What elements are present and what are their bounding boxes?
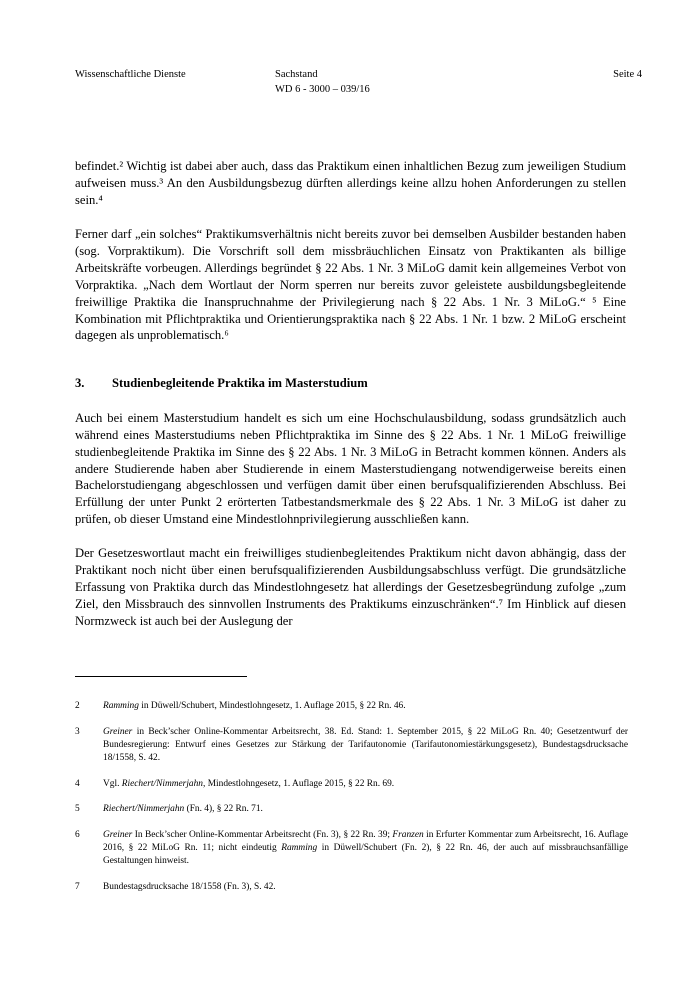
page-header — [75, 68, 642, 97]
header-page-number: Seite 4 — [613, 69, 642, 80]
paragraph: Auch bei einem Masterstudium handelt es sich um eine Hochschulausbildung, sodass grundsätzlich auch während eines Masterstudiums neben Pflichtpraktika im Sinne des § 22 Abs. 1 Nr. 1 MiLoG freiwillige studienbegleitende Praktika im Sinne des § 22 Abs. 1 Nr. 3 MiLoG in Betracht kommen können. Anders als andere Studierende haben aber Studierende in einem Masterstudiengang notwendigerweise bereits einen Bachelorstudiengang abgeschlossen und verfügen damit über einen berufsqualifizierenden Abschluss. Bei Erfüllung der unter Punkt 2 erörterten Tatbestandsmerkmale des § 22 Abs. 1 Nr. 3 MiLoG ist daher zu prüfen, ob dieser Umstand eine Mindestlohnprivilegierung ausschließen kann. — [75, 410, 626, 527]
footnote-item — [75, 726, 628, 765]
footnote-item — [75, 803, 628, 816]
footnote-text: Greiner In Beck’scher Online-Kommentar Arbeitsrecht (Fn. 3), § 22 Rn. 39; Franzen in Erfurter Kommentar zum Arbeitsrecht, 16. Auflage 2016, § 22 MiLoG Rn. 11; nicht eindeutig Ramming in Düwell/Schubert (Fn. 2), § 22 Rn. 46, der auch auf missbrauchsanfällige Gestaltungen hinweist. — [103, 830, 628, 866]
footnote-text: Ramming in Düwell/Schubert, Mindestlohngesetz, 1. Auflage 2015, § 22 Rn. 46. — [103, 701, 406, 711]
footnote-number: 6 — [75, 830, 80, 841]
section-title: Studienbegleitende Praktika im Masterstudium — [112, 376, 368, 391]
footnote-item — [75, 881, 628, 894]
header-reference-number: WD 6 - 3000 – 039/16 — [275, 84, 370, 96]
paragraph: befindet.² Wichtig ist dabei aber auch, dass das Praktikum einen inhaltlichen Bezug zum jeweiligen Studium aufweisen muss.³ An den Ausbildungsbezug dürften allerdings keine allzu hohen Anforderungen zu stellen sein.⁴ — [75, 159, 626, 207]
footnote-text: Riechert/Nimmerjahn (Fn. 4), § 22 Rn. 71. — [103, 804, 263, 815]
header-doctype-label: Sachstand — [275, 69, 318, 80]
section-number: 3. — [75, 376, 85, 391]
footnote-separator — [75, 676, 247, 677]
footnote-item — [75, 778, 628, 791]
footnote-text: Bundestagsdrucksache 18/1558 (Fn. 3), S. 42. — [103, 881, 276, 892]
footnote-number: 5 — [75, 804, 80, 815]
section-heading — [75, 375, 626, 391]
footnote-item — [75, 829, 628, 868]
document-body — [75, 158, 626, 630]
footnote-item — [75, 700, 628, 713]
footnote-number: 3 — [75, 726, 80, 737]
footnote-number: 4 — [75, 778, 80, 789]
footnote-number: 7 — [75, 881, 80, 892]
header-doctype — [275, 68, 613, 97]
footnote-text: Vgl. Riechert/Nimmerjahn, Mindestlohngesetz, 1. Auflage 2015, § 22 Rn. 69. — [103, 778, 395, 789]
footnote-number: 2 — [75, 701, 80, 711]
footnote-text: Greiner in Beck’scher Online-Kommentar Arbeitsrecht, 38. Ed. Stand: 1. September 2015, § 22 MiLoG Rn. 40; Gesetzentwurf der Bundesregierung: Entwurf eines Gesetzes zur Stärkung der Tarifautonomie (Tarifautonomiestärkungsgesetz), Bundestagsdrucksache 18/1558, S. 42. — [103, 726, 628, 763]
header-department: Wissenschaftliche Dienste — [75, 69, 186, 80]
footnote-list — [75, 700, 628, 907]
paragraph: Der Gesetzeswortlaut macht ein freiwilliges studienbegleitendes Praktikum nicht davon abhängig, dass der Praktikant noch nicht über einen berufsqualifizierenden Ausbildungsabschluss verfügt. Die grundsätzliche Erfassung von Praktika durch das Mindestlohngesetz hat allerdings der Gesetzesbegründung zufolge „zum Ziel, den Missbrauch des sinnvollen Instruments des Praktikums einzuschränken“.⁷ Im Hinblick auf diesen Normzweck ist auch bei der Auslegung der — [75, 546, 626, 629]
paragraph: Ferner darf „ein solches“ Praktikumsverhältnis nicht bereits zuvor bei demselben Ausbilder bestanden haben (sog. Vorpraktikum). Die Vorschrift soll dem missbräuchlichen Einsatz von Praktikanten als billige Arbeitskräfte vorbeugen. Allerdings begründet § 22 Abs. 1 Nr. 3 MiLoG damit kein allgemeines Verbot von Vorpraktika. „Nach dem Wortlaut der Norm sperren nur bereits zuvor geleistete ausbildungsbegleitende freiwillige Praktika die Inanspruchnahme der Privilegierung nach § 22 Abs. 1 Nr. 3 MiLoG.“ ⁵ Eine Kombination mit Pflichtpraktika und Orientierungspraktika nach § 22 Abs. 1 Nr. 1 bzw. 2 MiLoG erscheint dagegen als unproblematisch.⁶ — [75, 226, 626, 343]
